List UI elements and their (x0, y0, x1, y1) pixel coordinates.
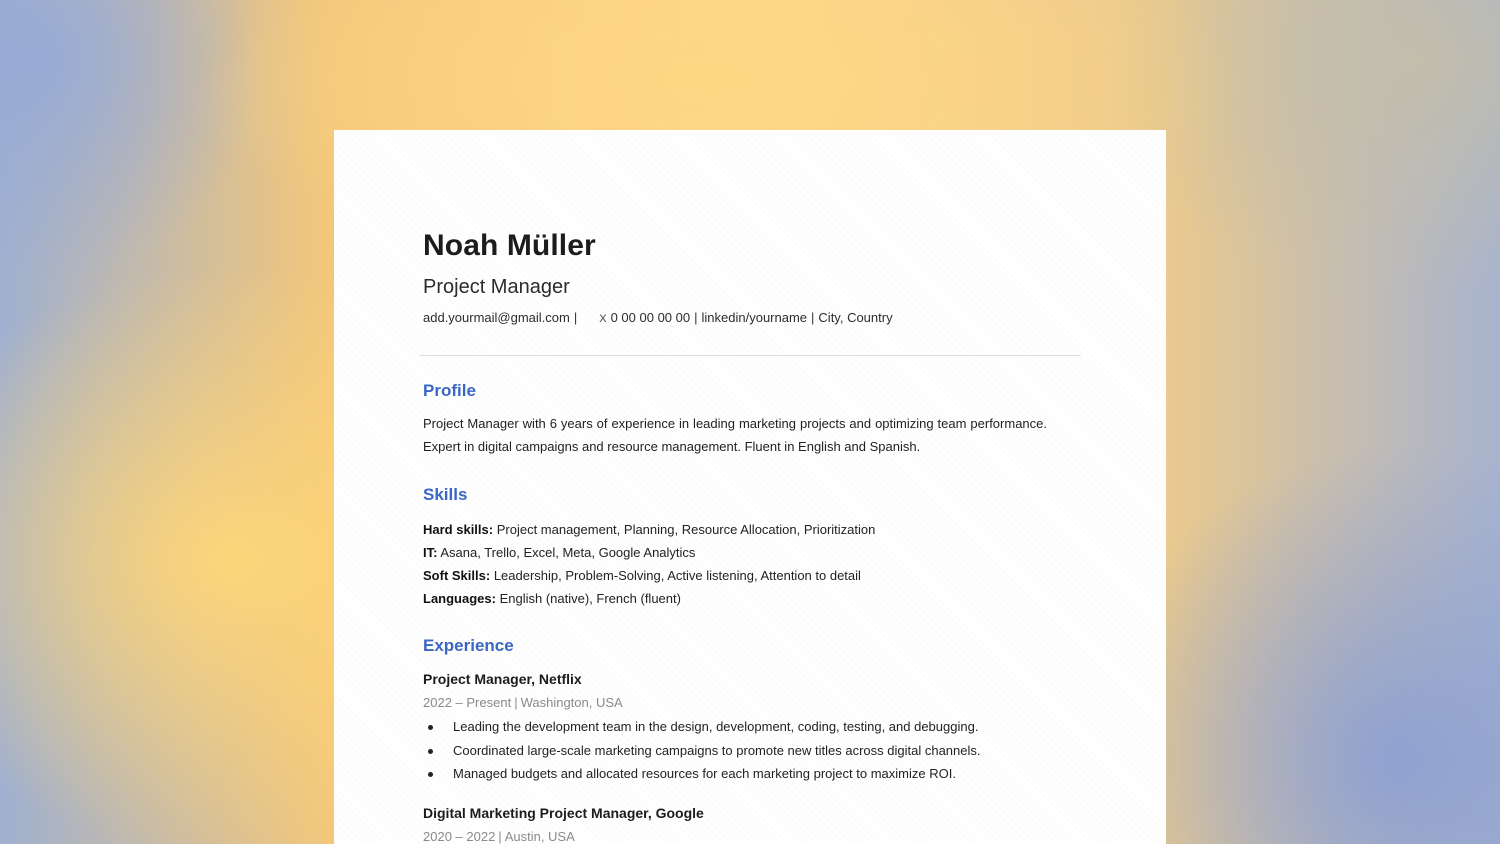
job-meta (423, 827, 1047, 844)
job-title: Digital Marketing Project Manager, Google (423, 804, 704, 821)
contact-linkedin[interactable]: linkedin/yourname (701, 310, 808, 325)
skill-row-hard (423, 518, 1047, 541)
job-meta-separator: | (514, 695, 518, 710)
bullet-text: Leading the development team in the design, development, coding, testing, and debugging. (453, 719, 979, 734)
bullet-dot-icon (428, 749, 433, 754)
contact-separator: | (811, 310, 815, 325)
skill-value: Project management, Planning, Resource Allocation, Prioritization (496, 522, 876, 537)
contact-separator: | (694, 310, 698, 325)
skill-label: Hard skills: (423, 522, 494, 537)
bullet-text: Coordinated large-scale marketing campaigns to promote new titles across digital channels. (453, 742, 981, 758)
skill-value: Leadership, Problem-Solving, Active listening, Attention to detail (493, 568, 861, 583)
job-entry-google (423, 803, 1047, 844)
candidate-role: Project Manager (423, 276, 570, 298)
skill-row-languages (423, 587, 1047, 610)
job-bullets (423, 715, 1047, 786)
job-period: 2020 – 2022 (423, 828, 496, 844)
resume-page (334, 130, 1166, 844)
job-meta (423, 693, 1047, 713)
profile-text: Project Manager with 6 years of experience in leading marketing projects and optimizing team performance. Expert in digital campaigns and resource management. Fluent in English and Spanish. (423, 416, 1047, 454)
list-item (423, 739, 1047, 763)
job-location: Austin, USA (504, 828, 575, 844)
skill-row-soft (423, 564, 1047, 587)
skill-value: Asana, Trello, Excel, Meta, Google Analytics (440, 545, 696, 560)
skills-heading: Skills (423, 485, 468, 504)
bullet-dot-icon (428, 725, 433, 730)
skill-label: Soft Skills: (423, 568, 491, 583)
contact-phone: 0 00 00 00 00 (610, 310, 691, 325)
candidate-name: Noah Müller (423, 229, 596, 262)
skills-section (423, 484, 1047, 610)
contact-email[interactable]: add.yourmail@gmail.com (423, 310, 570, 325)
x-icon: X (599, 313, 607, 325)
list-item (423, 762, 1047, 786)
job-entry-netflix (423, 669, 1047, 786)
header-divider (419, 355, 1081, 356)
job-location: Washington, USA (520, 695, 623, 710)
job-meta-separator: | (498, 828, 502, 844)
experience-section (423, 635, 1047, 844)
experience-heading: Experience (423, 636, 514, 655)
list-item (423, 715, 1047, 739)
skill-label: IT: (423, 545, 438, 560)
job-period: 2022 – Present (423, 695, 512, 710)
profile-heading: Profile (423, 381, 476, 400)
bullet-dot-icon (428, 772, 433, 777)
skill-value: English (native), French (fluent) (499, 591, 681, 606)
bullet-text: Managed budgets and allocated resources for each marketing project to maximize ROI. (453, 766, 956, 781)
contact-location: City, Country (818, 310, 893, 325)
skill-row-it (423, 541, 1047, 564)
contact-line (423, 309, 1047, 328)
profile-section (423, 380, 1047, 458)
contact-separator: | (573, 310, 578, 325)
skill-label: Languages: (423, 591, 496, 606)
job-title: Project Manager, Netflix (423, 671, 582, 687)
skills-list (423, 518, 1047, 610)
resume-header (423, 228, 1047, 328)
